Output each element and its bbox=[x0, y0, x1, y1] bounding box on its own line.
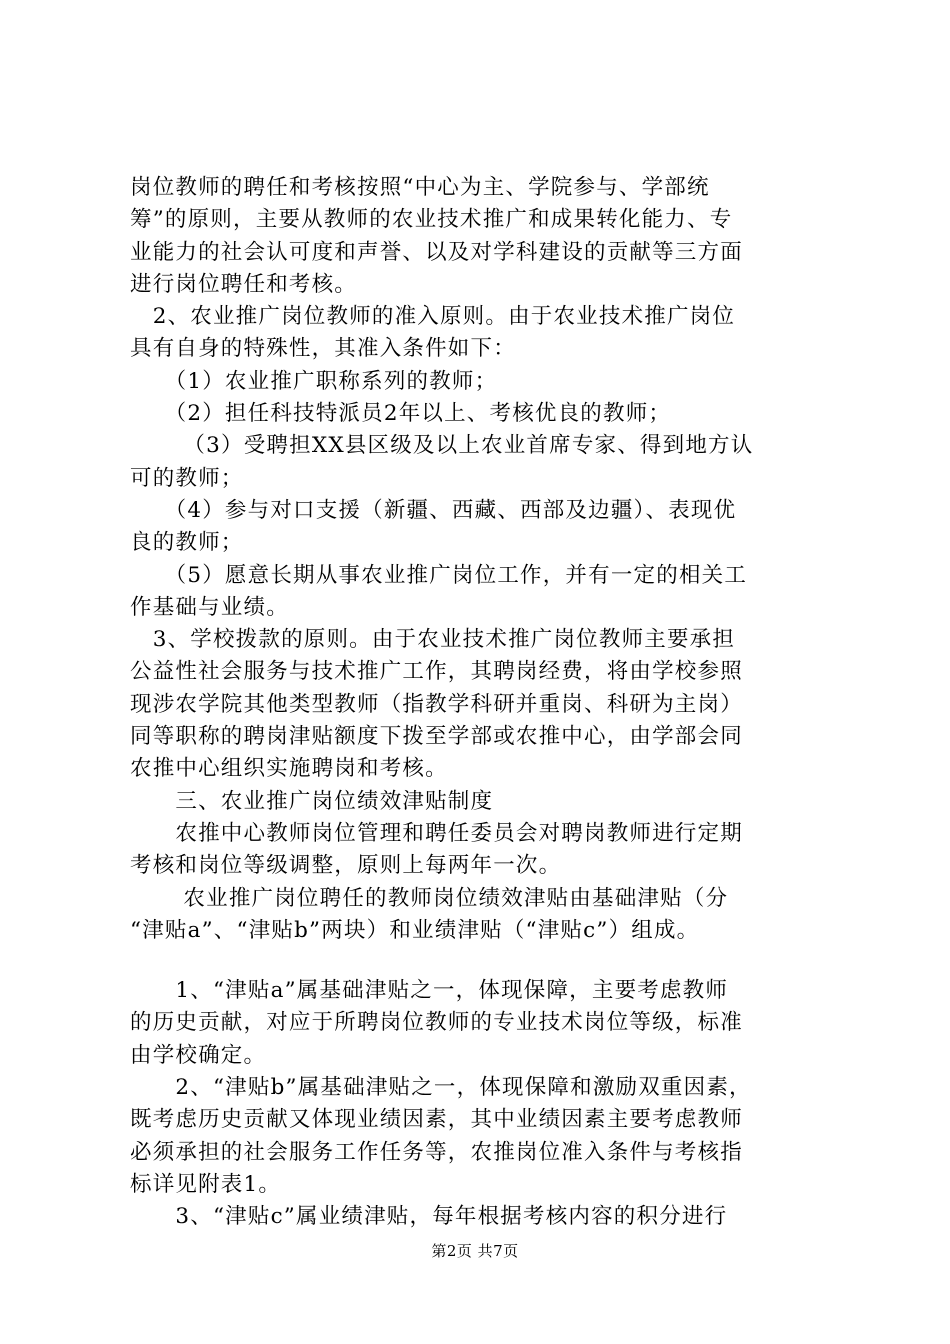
text-line: 3、“津贴c”属业绩津贴，每年根据考核内容的积分进行 bbox=[130, 1204, 728, 1230]
text-line: 筹”的原则，主要从教师的农业技术推广和成果转化能力、专 bbox=[130, 207, 733, 233]
text-line: （2）担任科技特派员2年以上、考核优良的教师； bbox=[130, 401, 672, 427]
text-line: 必须承担的社会服务工作任务等，农推岗位准入条件与考核指 bbox=[130, 1139, 743, 1165]
page-number-footer: 第2页 共7页 bbox=[431, 1242, 519, 1260]
text-line: 农推中心教师岗位管理和聘任委员会对聘岗教师进行定期 bbox=[130, 820, 743, 846]
text-line: 2、“津贴b”属基础津贴之一，体现保障和激励双重因素， bbox=[130, 1075, 752, 1101]
text-line: 公益性社会服务与技术推广工作，其聘岗经费，将由学校参照 bbox=[130, 659, 743, 685]
text-line: 3、学校拨款的原则。由于农业技术推广岗位教师主要承担 bbox=[130, 627, 736, 653]
text-line: 岗位教师的聘任和考核按照“中心为主、学院参与、学部统 bbox=[130, 175, 710, 200]
text-line: 既考虑历史贡献又体现业绩因素，其中业绩因素主要考虑教师 bbox=[130, 1107, 743, 1133]
text-line: （1）农业推广职称系列的教师； bbox=[130, 368, 498, 394]
text-line: 具有自身的特殊性，其准入条件如下： bbox=[130, 336, 516, 362]
text-line: （3）受聘担XX县区级及以上农业首席专家、得到地方认 bbox=[130, 433, 754, 459]
text-line: 农业推广岗位聘任的教师岗位绩效津贴由基础津贴（分 bbox=[130, 885, 729, 911]
text-line: 业能力的社会认可度和声誉、以及对学科建设的贡献等三方面 bbox=[130, 239, 743, 265]
text-line: 可的教师； bbox=[130, 465, 244, 491]
text-line: （4）参与对口支援（新疆、西藏、西部及边疆）、表现优 bbox=[130, 497, 737, 523]
document-body bbox=[130, 172, 830, 1234]
text-line: 同等职称的聘岗津贴额度下拨至学部或农推中心，由学部会同 bbox=[130, 724, 743, 750]
text-line: 作基础与业绩。 bbox=[130, 594, 289, 620]
text-line: 现涉农学院其他类型教师（指教学科研并重岗、科研为主岗） bbox=[130, 691, 743, 717]
text-line: 1、“津贴a”属基础津贴之一，体现保障，主要考虑教师 bbox=[130, 978, 729, 1004]
text-line: 良的教师； bbox=[130, 530, 244, 556]
text-line: 由学校确定。 bbox=[130, 1042, 267, 1068]
blank-line bbox=[130, 947, 830, 975]
section-heading: 三、农业推广岗位绩效津贴制度 bbox=[130, 788, 494, 814]
text-line: 的历史贡献，对应于所聘岗位教师的专业技术岗位等级，标准 bbox=[130, 1010, 743, 1036]
text-line: 标详见附表1。 bbox=[130, 1171, 282, 1197]
text-line: 2、农业推广岗位教师的准入原则。由于农业技术推广岗位 bbox=[130, 304, 736, 330]
text-line: “津贴a”、“津贴b”两块）和业绩津贴（“津贴c”）组成。 bbox=[130, 917, 700, 943]
text-line: （5）愿意长期从事农业推广岗位工作，并有一定的相关工 bbox=[130, 562, 748, 588]
text-line: 进行岗位聘任和考核。 bbox=[130, 271, 358, 297]
text-line: 考核和岗位等级调整，原则上每两年一次。 bbox=[130, 853, 562, 879]
text-line: 农推中心组织实施聘岗和考核。 bbox=[130, 756, 448, 782]
